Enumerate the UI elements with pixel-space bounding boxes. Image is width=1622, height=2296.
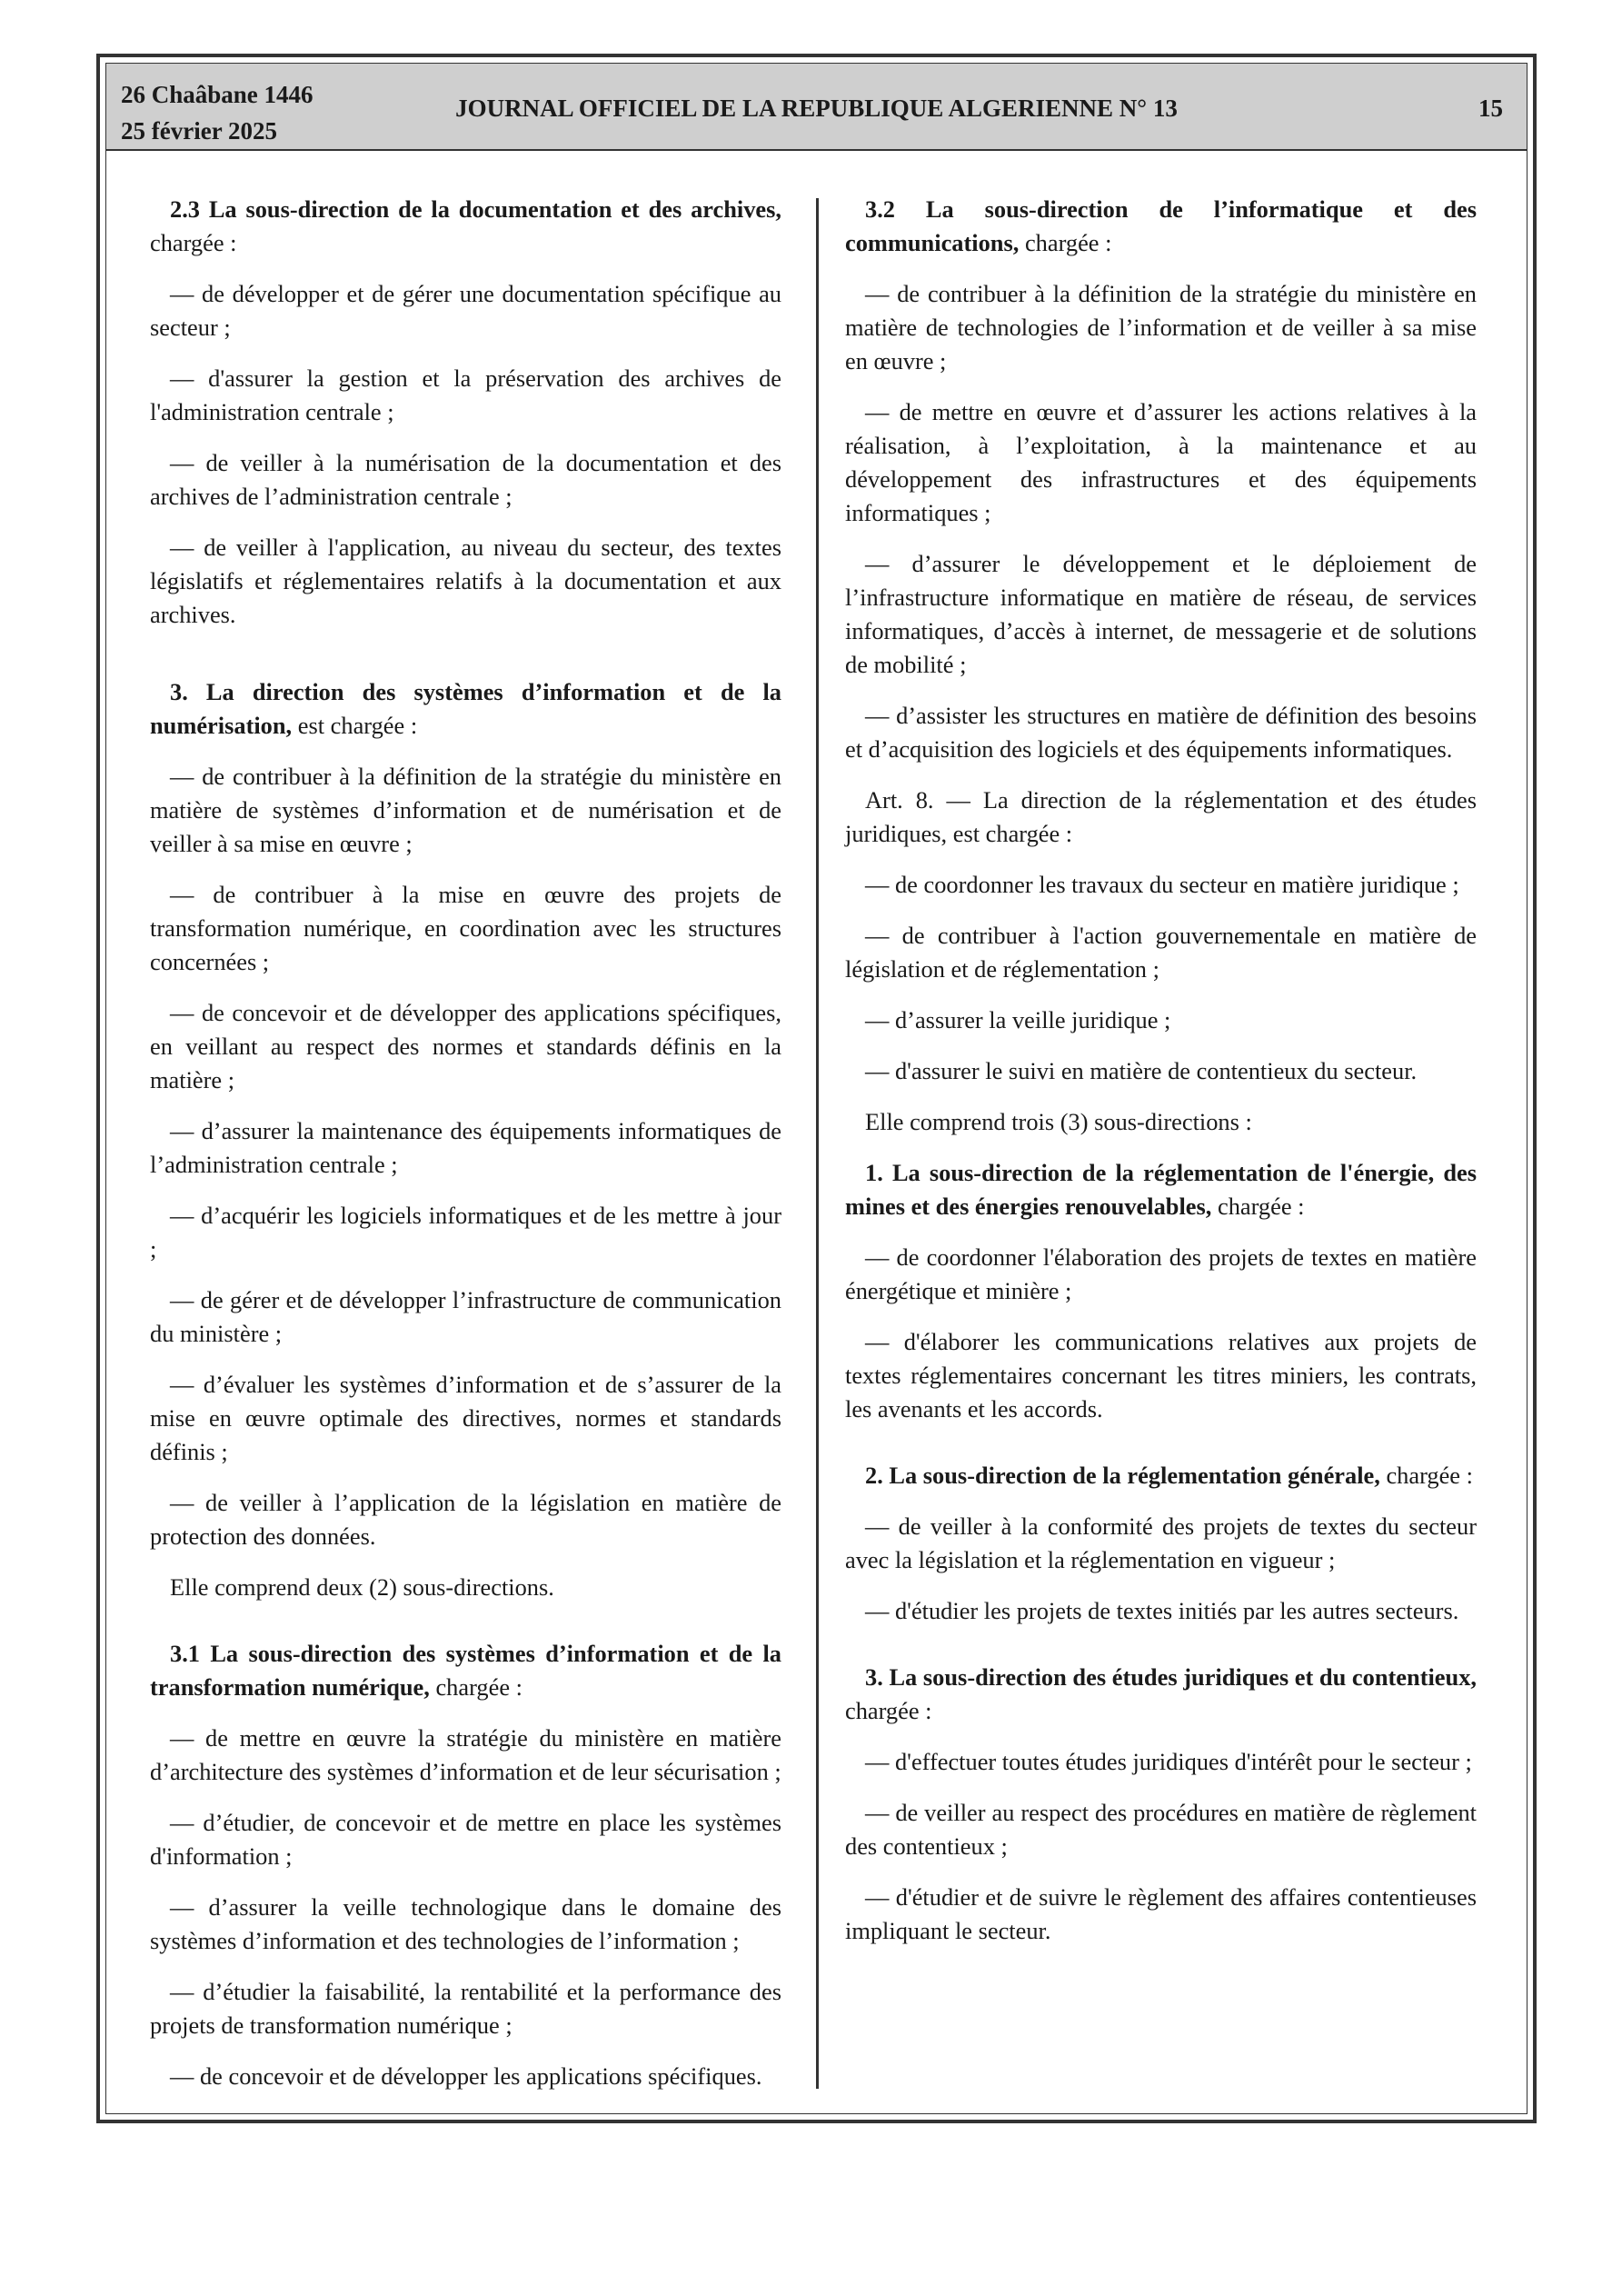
- list-item: — d’assurer la maintenance des équipements informatiques de l’administration centrale ;: [150, 1117, 781, 1178]
- list-item: — de veiller à l’application de la législation en matière de protection des données.: [150, 1489, 781, 1550]
- list-item: — de contribuer à la définition de la stratégie du ministère en matière de systèmes d’information et de numérisation et de veiller à sa mise en œuvre ;: [150, 763, 781, 857]
- header-date-gregorian: 25 février 2025: [121, 117, 277, 145]
- section-heading-tail: chargée :: [1019, 229, 1112, 256]
- list-item: — d’étudier la faisabilité, la rentabilité et la performance des projets de transformation numérique ;: [150, 1978, 781, 2039]
- right-column: [845, 193, 1477, 1965]
- section-heading-bold: 1. La sous-direction de la réglementation de l'énergie, des mines et des énergies renouvelables,: [845, 1159, 1477, 1220]
- list-item: — de mettre en œuvre et d’assurer les actions relatives à la réalisation, à l’exploitation, à la maintenance et au développement des infrastructures et des équipements informatiques ;: [845, 398, 1477, 526]
- list-item: — de contribuer à l'action gouvernementale en matière de législation et de réglementation ;: [845, 922, 1477, 983]
- section-heading-bold: 2. La sous-direction de la réglementation générale,: [865, 1462, 1380, 1489]
- section-heading: [150, 193, 781, 260]
- header-title: JOURNAL OFFICIEL DE LA REPUBLIQUE ALGERIENNE N° 13: [455, 95, 1178, 122]
- section-heading-bold: 3. La direction des systèmes d’information et de la numérisation,: [150, 678, 781, 739]
- section-heading: [845, 1661, 1477, 1728]
- section-heading: [845, 1156, 1477, 1223]
- section-heading-bold: 3.1 La sous-direction des systèmes d’information et de la transformation numérique,: [150, 1640, 781, 1701]
- list-item: — d’étudier, de concevoir et de mettre en place les systèmes d'information ;: [150, 1809, 781, 1870]
- list-item: — d’assurer la veille juridique ;: [865, 1006, 1171, 1033]
- left-column: [150, 193, 781, 2111]
- section-heading-tail: chargée :: [150, 229, 237, 256]
- paragraph: Elle comprend deux (2) sous-directions.: [170, 1573, 554, 1601]
- list-item: — d'assurer la gestion et la préservation des archives de l'administration centrale ;: [150, 364, 781, 425]
- section-heading: [845, 1459, 1477, 1492]
- list-item: — d'assurer le suivi en matière de contentieux du secteur.: [865, 1057, 1418, 1084]
- list-item: — d’assurer le développement et le déploiement de l’infrastructure informatique en matière de réseau, de services informatiques, d’accès à internet, de messagerie et de solutions de mobilité ;: [845, 550, 1477, 678]
- list-item: — d’assurer la veille technologique dans le domaine des systèmes d’information et des technologies de l’information ;: [150, 1893, 781, 1954]
- section-heading: [150, 675, 781, 743]
- section-heading-tail: chargée :: [429, 1673, 522, 1701]
- header-date-hijri: 26 Chaâbane 1446: [121, 81, 313, 108]
- paragraph: Elle comprend trois (3) sous-directions :: [865, 1108, 1252, 1135]
- list-item: — de gérer et de développer l’infrastructure de communication du ministère ;: [150, 1286, 781, 1347]
- journal-header: [106, 64, 1527, 151]
- list-item: — d'élaborer les communications relatives aux projets de textes réglementaires concernant les titres miniers, les contrats, les avenants et les accords.: [845, 1328, 1477, 1423]
- list-item: — de veiller à la numérisation de la documentation et des archives de l’administration centrale ;: [150, 449, 781, 510]
- list-item: — de concevoir et de développer des applications spécifiques, en veillant au respect des normes et standards définis en la matière ;: [150, 999, 781, 1093]
- header-page-number: 15: [1478, 95, 1503, 122]
- section-heading-tail: chargée :: [845, 1697, 932, 1724]
- list-item: — de contribuer à la mise en œuvre des projets de transformation numérique, en coordination avec les structures concernées ;: [150, 881, 781, 975]
- article-8: Art. 8. — La direction de la réglementation et des études juridiques, est chargée :: [845, 786, 1477, 847]
- section-heading-tail: chargée :: [1211, 1193, 1305, 1220]
- section-heading-tail: est chargée :: [292, 712, 418, 739]
- list-item: — d'étudier et de suivre le règlement des affaires contentieuses impliquant le secteur.: [845, 1883, 1477, 1944]
- section-heading: [845, 193, 1477, 260]
- list-item: — de contribuer à la définition de la stratégie du ministère en matière de technologies de l’information et de veiller à sa mise en œuvre ;: [845, 280, 1477, 374]
- list-item: — d’assister les structures en matière de définition des besoins et d’acquisition des logiciels et des équipements informatiques.: [845, 702, 1477, 763]
- list-item: — de veiller à la conformité des projets de textes du secteur avec la législation et la réglementation en vigueur ;: [845, 1512, 1477, 1573]
- section-heading-bold: 2.3 La sous-direction de la documentation et des archives,: [170, 195, 781, 223]
- list-item: — d’acquérir les logiciels informatiques et de les mettre à jour ;: [150, 1202, 781, 1263]
- list-item: — de veiller à l'application, au niveau du secteur, des textes législatifs et réglementaires relatifs à la documentation et aux archives.: [150, 534, 781, 628]
- section-heading: [150, 1637, 781, 1704]
- section-heading-tail: chargée :: [1379, 1462, 1473, 1489]
- list-item: — d’évaluer les systèmes d’information et de s’assurer de la mise en œuvre optimale des directives, normes et standards définis ;: [150, 1371, 781, 1465]
- column-divider: [816, 198, 819, 2089]
- list-item: — d'effectuer toutes études juridiques d'intérêt pour le secteur ;: [865, 1748, 1472, 1775]
- list-item: — de concevoir et de développer les applications spécifiques.: [170, 2062, 762, 2090]
- list-item: — de développer et de gérer une documentation spécifique au secteur ;: [150, 280, 781, 341]
- list-item: — de veiller au respect des procédures en matière de règlement des contentieux ;: [845, 1799, 1477, 1860]
- section-heading-bold: 3.2 La sous-direction de l’informatique et des communications,: [845, 195, 1477, 256]
- list-item: — de mettre en œuvre la stratégie du ministère en matière d’architecture des systèmes d’information et de leur sécurisation ;: [150, 1724, 781, 1785]
- section-heading-bold: 3. La sous-direction des études juridiques et du contentieux,: [865, 1663, 1477, 1691]
- list-item: — de coordonner les travaux du secteur en matière juridique ;: [865, 871, 1459, 898]
- list-item: — de coordonner l'élaboration des projets de textes en matière énergétique et minière ;: [845, 1243, 1477, 1304]
- list-item: — d'étudier les projets de textes initiés par les autres secteurs.: [865, 1597, 1459, 1624]
